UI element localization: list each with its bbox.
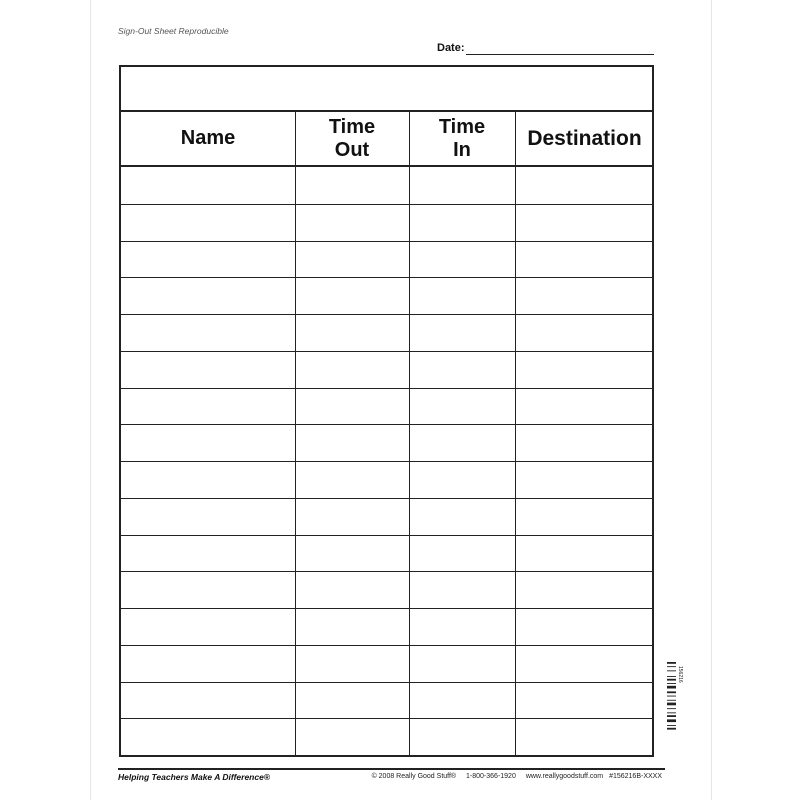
table-row-divider — [121, 241, 652, 242]
footer-item-code: #156216B-XXXX — [609, 773, 662, 780]
footer-rule — [118, 768, 665, 770]
date-label: Date: — [437, 42, 465, 54]
table-row-divider — [121, 204, 652, 205]
table-row-divider — [121, 461, 652, 462]
footer-credits — [364, 773, 662, 780]
column-header-time-in: Time In — [438, 115, 486, 161]
column-header-destination: Destination — [527, 127, 642, 150]
table-row-divider — [121, 314, 652, 315]
table-row-divider — [121, 498, 652, 499]
reproducible-label: Sign-Out Sheet Reproducible — [118, 26, 229, 36]
barcode-digits: 156216 — [677, 666, 683, 683]
table-body — [121, 167, 652, 755]
barcode-icon — [667, 660, 681, 756]
table-row-divider — [121, 351, 652, 352]
table-row-divider — [121, 645, 652, 646]
sign-out-table — [119, 65, 654, 757]
footer-copyright: © 2008 Really Good Stuff® — [371, 773, 457, 780]
table-row-divider — [121, 424, 652, 425]
table-title-area — [121, 67, 652, 112]
column-header-time-out: Time Out — [328, 115, 376, 161]
table-row-divider — [121, 682, 652, 683]
column-header-name: Name — [180, 127, 236, 149]
footer-website: www.reallygoodstuff.com — [525, 773, 604, 780]
footer-tagline: Helping Teachers Make A Difference® — [118, 772, 271, 782]
table-row-divider — [121, 388, 652, 389]
table-row-divider — [121, 535, 652, 536]
footer-phone: 1-800-366-1920 — [466, 773, 516, 780]
date-fill-line — [466, 54, 654, 55]
table-row-divider — [121, 571, 652, 572]
table-row-divider — [121, 608, 652, 609]
table-row-divider — [121, 718, 652, 719]
table-header-row — [121, 112, 652, 167]
table-row-divider — [121, 277, 652, 278]
